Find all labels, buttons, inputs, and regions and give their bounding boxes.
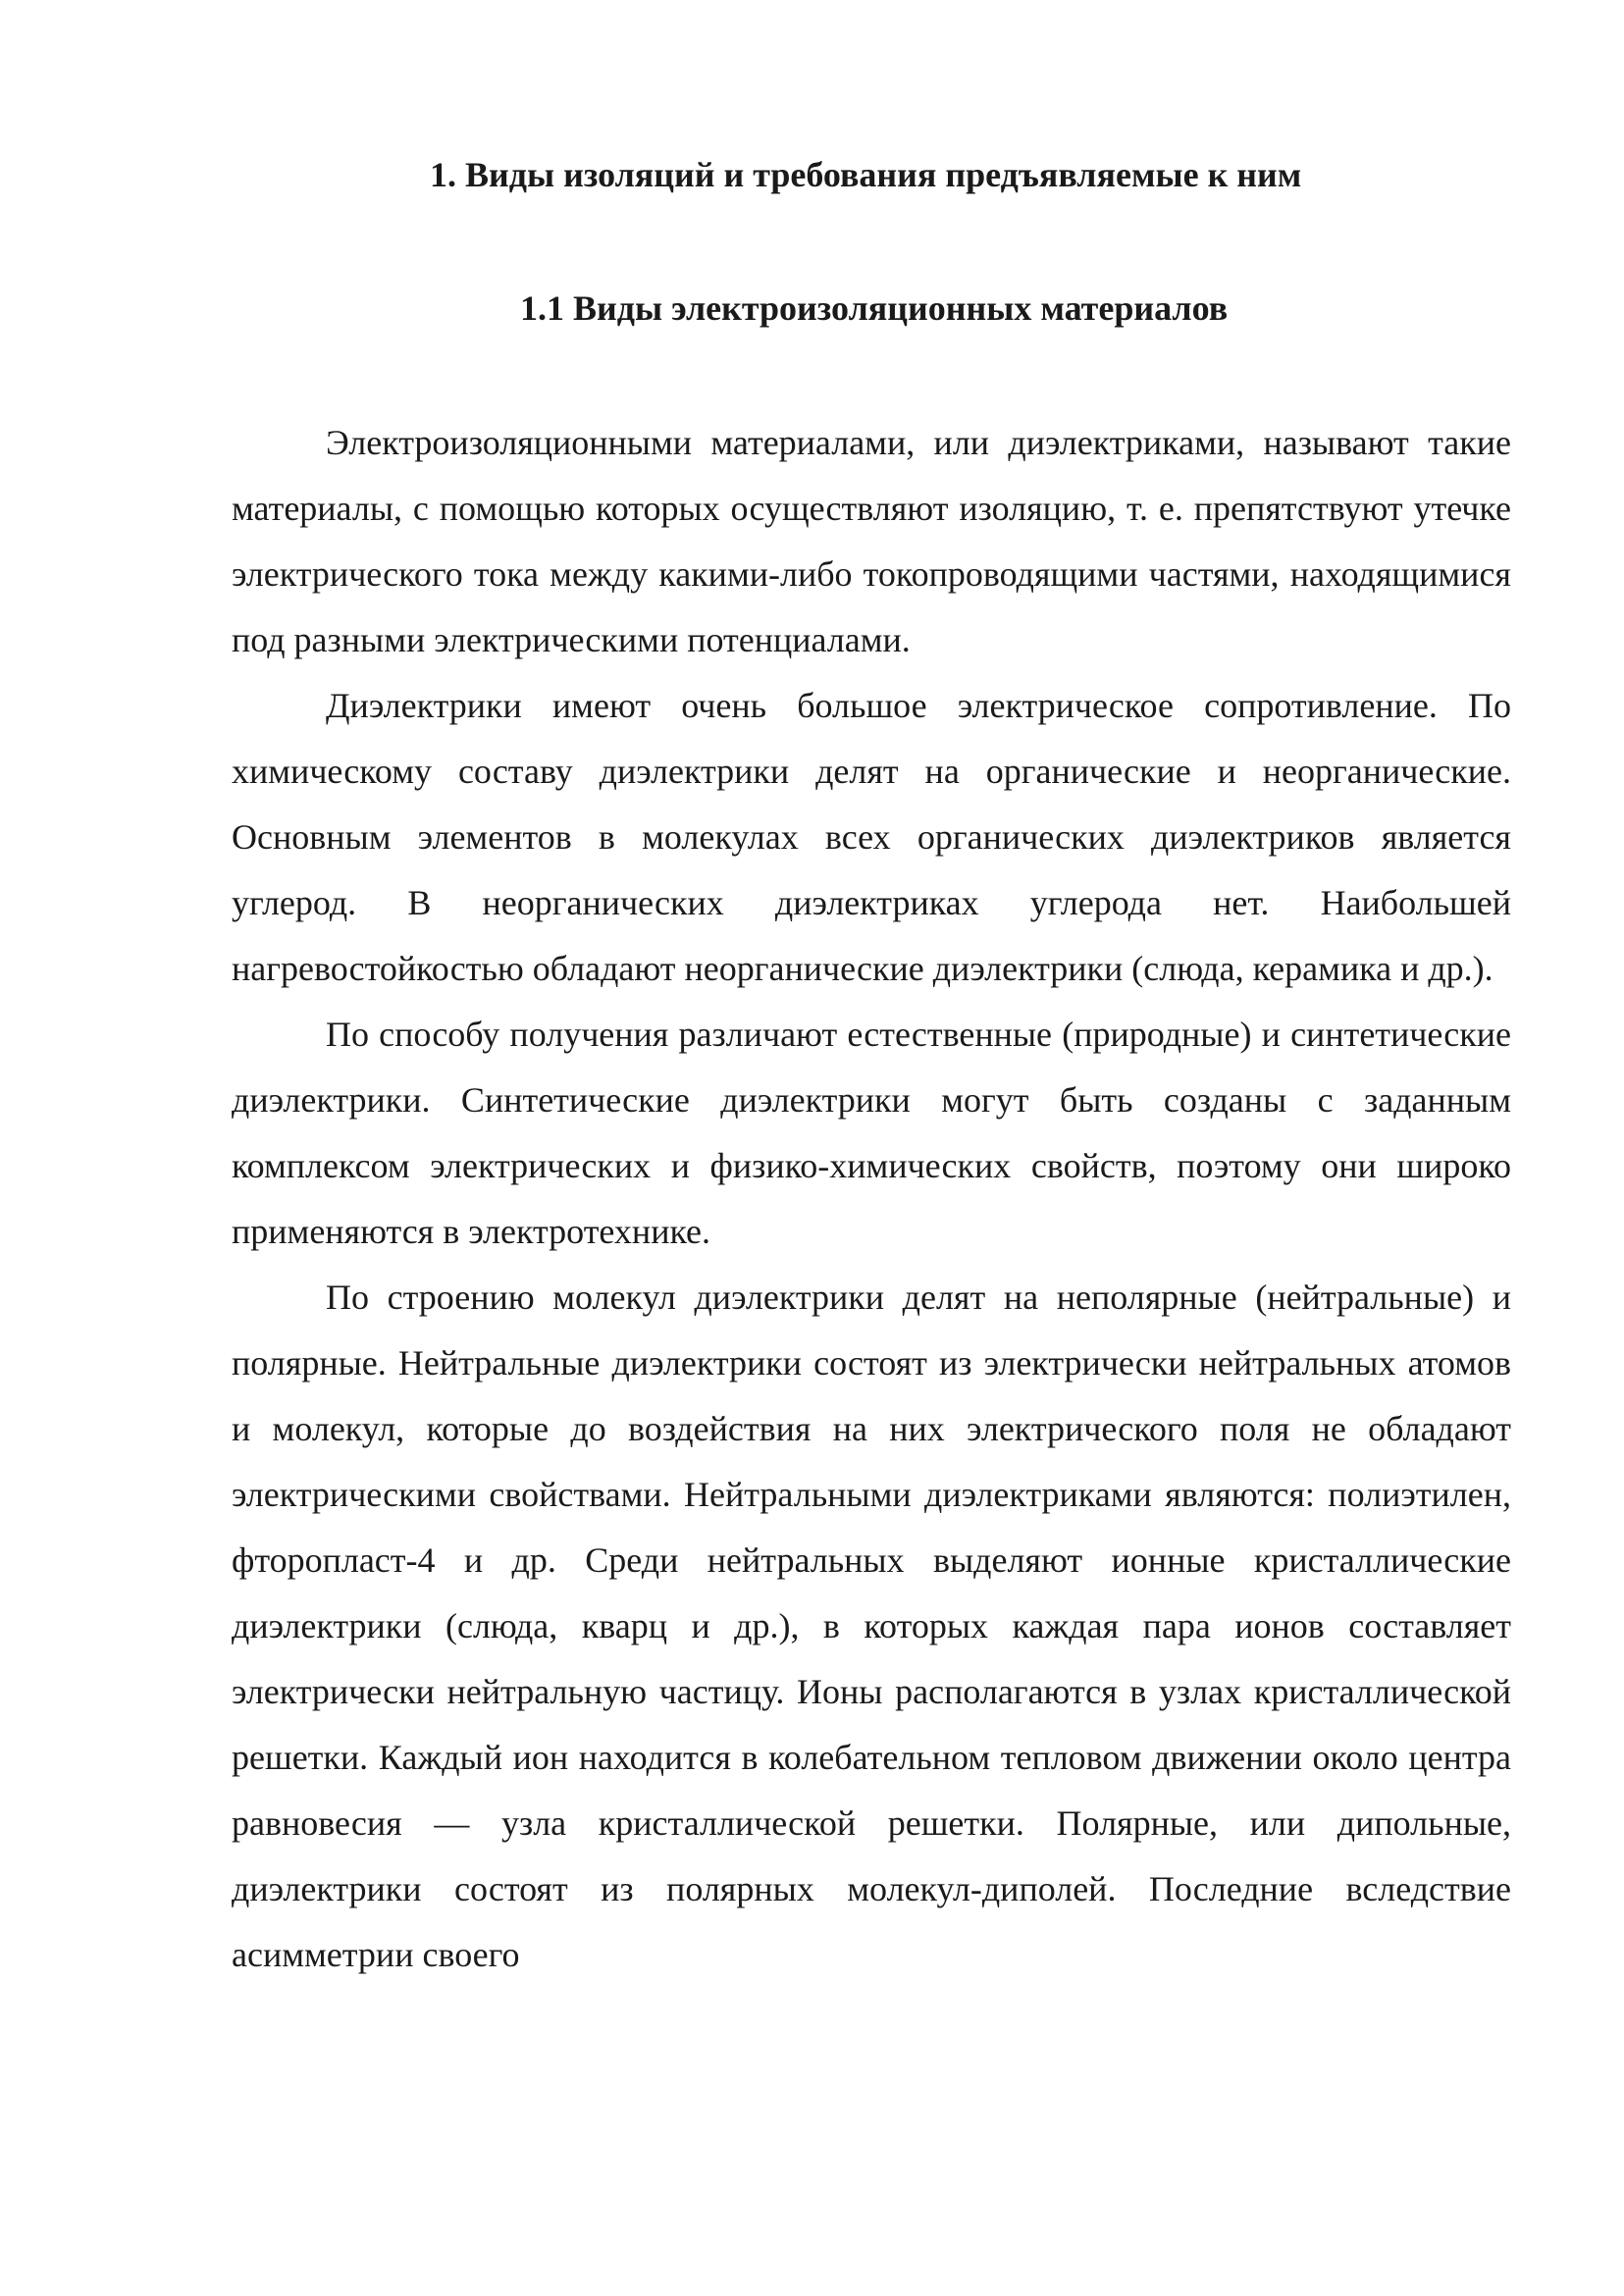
subsection-heading: 1.1 Виды электроизоляционных материалов	[520, 288, 1229, 328]
body-text	[232, 410, 1511, 1988]
paragraph: Диэлектрики имеют очень большое электрическое сопротивление. По химическому составу диэлектрики делят на органические и неорганические. Основным элементов в молекулах всех органических диэлектриков является углерод. В неорганических диэлектриках углерода нет. Наибольшей нагревостойкостью обладают неорганические диэлектрики (слюда, керамика и др.).	[232, 686, 1511, 988]
paragraph: По строению молекул диэлектрики делят на неполярные (нейтральные) и полярные. Нейтральные диэлектрики состоят из электрически нейтральных атомов и молекул, которые до воздействия на них электрического поля не обладают электрическими свойствами. Нейтральными диэлектриками являются: полиэтилен, фторопласт-4 и др. Среди нейтральных выделяют ионные кристаллические диэлектрики (слюда, кварц и др.), в которых каждая пара ионов составляет электрически нейтральную частицу. Ионы располагаются в узлах кристаллической решетки. Каждый ион находится в колебательном тепловом движении около центра равновесия — узла кристаллической решетки. Полярные, или дипольные, диэлектрики состоят из полярных молекул-диполей. Последние вследствие асимметрии своего	[232, 1278, 1511, 1974]
section-heading: 1. Виды изоляций и требования предъявляемые к ним	[430, 155, 1302, 194]
paragraph: По способу получения различают естественные (природные) и синтетические диэлектрики. Синтетические диэлектрики могут быть созданы с заданным комплексом электрических и физико-химических свойств, поэтому они широко применяются в электротехнике.	[232, 1015, 1511, 1251]
paragraph: Электроизоляционными материалами, или диэлектриками, называют такие материалы, с помощью которых осуществляют изоляцию, т. е. препятствуют утечке электрического тока между какими-либо токопроводящими частями, находящимися под разными электрическими потенциалами.	[232, 423, 1511, 659]
